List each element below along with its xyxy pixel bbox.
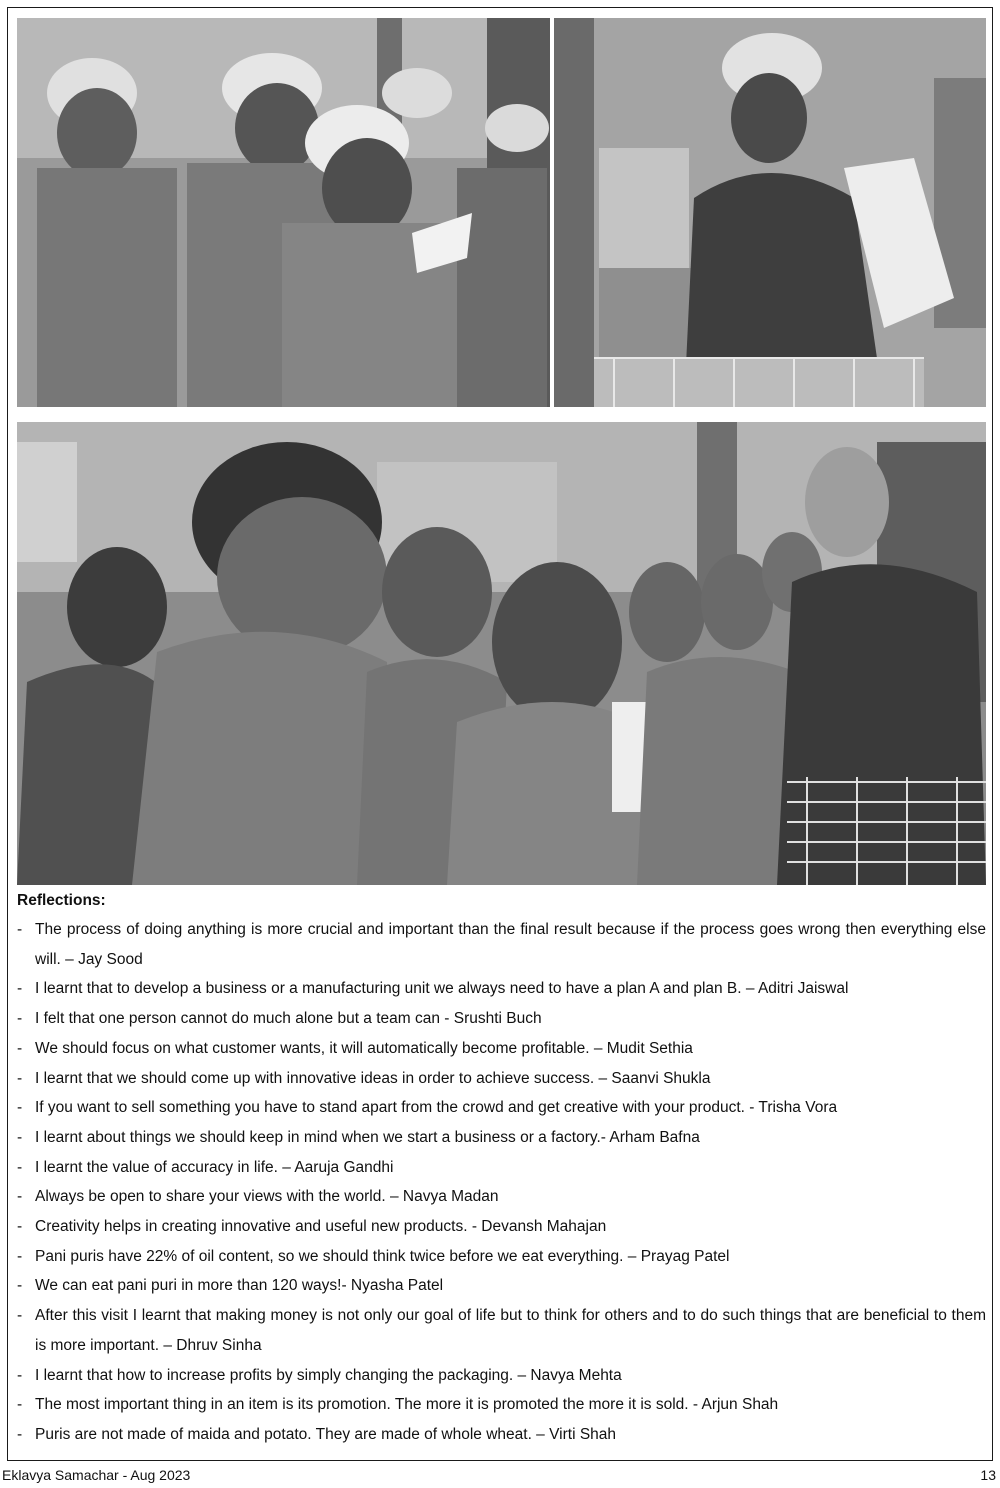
reflection-item: - We can eat pani puri in more than 120 ways!- Nyasha Patel xyxy=(17,1271,986,1301)
footer-page-number: 13 xyxy=(980,1467,996,1483)
reflection-item: - I learnt the value of accuracy in life. – Aaruja Gandhi xyxy=(17,1153,986,1183)
reflection-item: - Puris are not made of maida and potato. They are made of whole wheat. – Virti Shah xyxy=(17,1420,986,1450)
footer-publication: Eklavya Samachar - Aug 2023 xyxy=(2,1467,191,1483)
reflection-item: - I felt that one person cannot do much alone but a team can - Srushti Buch xyxy=(17,1004,986,1034)
reflections-list xyxy=(17,915,986,1450)
reflection-item: - The process of doing anything is more crucial and important than the final result because if the process goes wrong then everything else will. – Jay Sood xyxy=(17,915,986,974)
reflection-item: - If you want to sell something you have to stand apart from the crowd and get creative with your product. - Trisha Vora xyxy=(17,1093,986,1123)
photo-presenter-with-product-packets xyxy=(554,18,986,407)
reflection-item: - Pani puris have 22% of oil content, so we should think twice before we eat everything. – Prayag Patel xyxy=(17,1242,986,1272)
reflection-item: - Creativity helps in creating innovative and useful new products. - Devansh Mahajan xyxy=(17,1212,986,1242)
reflections-section xyxy=(17,889,986,1450)
photo-students-in-hairnets xyxy=(17,18,550,407)
reflection-item: - After this visit I learnt that making money is not only our goal of life but to think for others and to do such things that are beneficial to them is more important. – Dhruv Sinha xyxy=(17,1301,986,1360)
reflection-item: - I learnt that how to increase profits by simply changing the packaging. – Navya Mehta xyxy=(17,1361,986,1391)
reflection-item: - I learnt about things we should keep in mind when we start a business or a factory.- Arham Bafna xyxy=(17,1123,986,1153)
reflection-item: - I learnt that to develop a business or a manufacturing unit we always need to have a plan A and plan B. – Aditri Jaiswal xyxy=(17,974,986,1004)
reflection-item: - We should focus on what customer wants, it will automatically become profitable. – Mudit Sethia xyxy=(17,1034,986,1064)
reflection-item: - The most important thing in an item is its promotion. The more it is promoted the more it is sold. - Arjun Shah xyxy=(17,1390,986,1420)
reflection-item: - I learnt that we should come up with innovative ideas in order to achieve success. – Saanvi Shukla xyxy=(17,1064,986,1094)
reflection-item: - Always be open to share your views with the world. – Navya Madan xyxy=(17,1182,986,1212)
reflections-heading: Reflections: xyxy=(17,892,106,909)
photo-students-listening-to-speaker xyxy=(17,422,986,885)
